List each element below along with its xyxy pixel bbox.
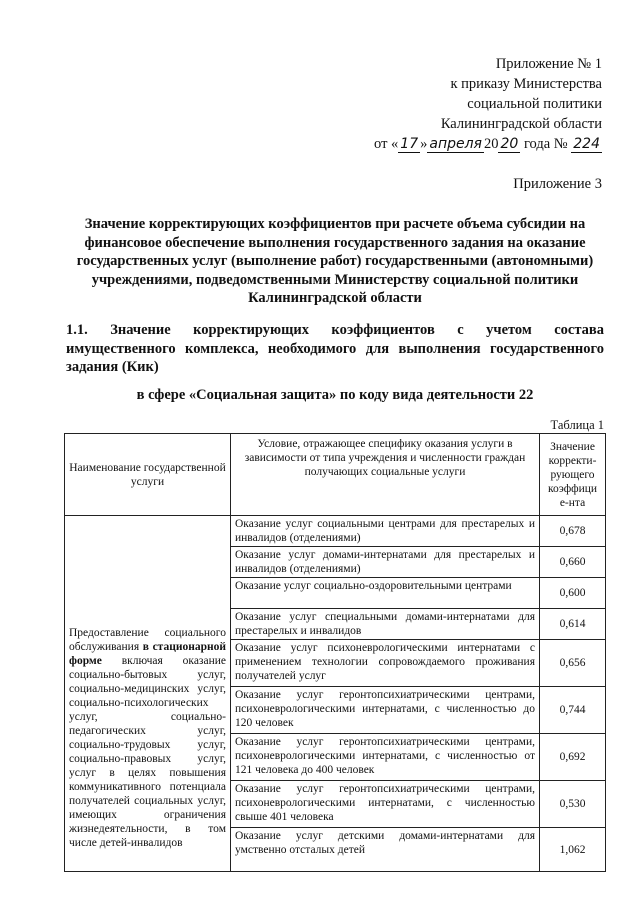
condition-cell: Оказание услуг социальными центрами для престарелых и инвалидов (отделениями) (231, 516, 540, 547)
header-line-4: Калининградской области (440, 116, 602, 132)
order-date-line: от « 17 » апреля 20 20 года № 224 (374, 136, 600, 152)
coefficients-table (64, 433, 606, 872)
handwritten-day: 17 (400, 136, 419, 152)
condition-cell: Оказание услуг геронтопсихиатрическими центрами, психоневрологическими интернатами, с численностью от 121 человека до 400 человек (231, 734, 540, 781)
handwritten-order-number: 224 (573, 136, 600, 152)
appendix-header (374, 54, 602, 154)
coefficient-cell: 1,062 (540, 828, 606, 872)
condition-cell: Оказание услуг психоневрологическими интернатами с применением технологии сопровождаемого проживания получателей услуг (231, 640, 540, 687)
header-service: Наименование государственной услуги (65, 434, 231, 516)
coefficient-cell: 0,530 (540, 781, 606, 828)
condition-cell: Оказание услуг социально-оздоровительными центрами (231, 578, 540, 609)
document-title: Значение корректирующих коэффициентов при расчете объема субсидии на финансовое обеспечение выполнения государственного задания на оказание государственных услуг (выполнение работ) государственными (автономными) учреждениями, подведомственными Министерству социальной политики Калининградской области (76, 216, 594, 306)
coefficient-cell: 0,660 (540, 547, 606, 578)
coefficient-cell: 0,656 (540, 640, 606, 687)
handwritten-year: 20 (500, 136, 519, 152)
header-condition: Условие, отражающее специфику оказания услуги в зависимости от типа учреждения и численности граждан получающих социальные услуги (231, 434, 540, 516)
header-line-3: социальной политики (467, 96, 602, 112)
condition-cell: Оказание услуг геронтопсихиатрическими центрами, психоневрологическими интернатами, с численностью до 120 человек (231, 687, 540, 734)
service-name-cell: Предоставление социального обслуживания в стационарной форме включая оказание социально-бытовых услуг, социально-медицинских услуг, социально-психологических услуг, социально-педагогических услуг, социально-трудовых услуг, социально-правовых услуг, услуг в целях повышения коммуникативного потенциала получателей социальных услуг, имеющих ограничения жизнедеятельности, в том числе детей-инвалидов (65, 516, 231, 872)
table-row (65, 516, 606, 547)
table-header-row (65, 434, 606, 516)
coefficient-cell: 0,600 (540, 578, 606, 609)
coefficient-cell: 0,614 (540, 609, 606, 640)
section-heading: 1.1. Значение корректирующих коэффициентов с учетом состава имущественного комплекса, необходимого для выполнения государственного задания (Кик) (66, 322, 604, 375)
header-line-2: к приказу Министерства (450, 76, 602, 92)
header-line-1: Приложение № 1 (495, 56, 602, 72)
coefficient-cell: 0,692 (540, 734, 606, 781)
coefficient-cell: 0,678 (540, 516, 606, 547)
coefficient-cell: 0,744 (540, 687, 606, 734)
condition-cell: Оказание услуг детскими домами-интернатами для умственно отсталых детей (231, 828, 540, 872)
table-label: Таблица 1 (550, 418, 604, 432)
condition-cell: Оказание услуг домами-интернатами для престарелых и инвалидов (отделениями) (231, 547, 540, 578)
handwritten-month: апреля (429, 136, 482, 152)
header-value: Значение корректи-рующего коэффици е-нта (540, 434, 606, 516)
appendix-3-label: Приложение 3 (513, 176, 602, 192)
condition-cell: Оказание услуг специальными домами-интернатами для престарелых и инвалидов (231, 609, 540, 640)
sphere-heading: в сфере «Социальная защита» по коду вида деятельности 22 (136, 387, 534, 403)
condition-cell: Оказание услуг геронтопсихиатрическими центрами, психоневрологическими интернатами, с численностью свыше 401 человека (231, 781, 540, 828)
